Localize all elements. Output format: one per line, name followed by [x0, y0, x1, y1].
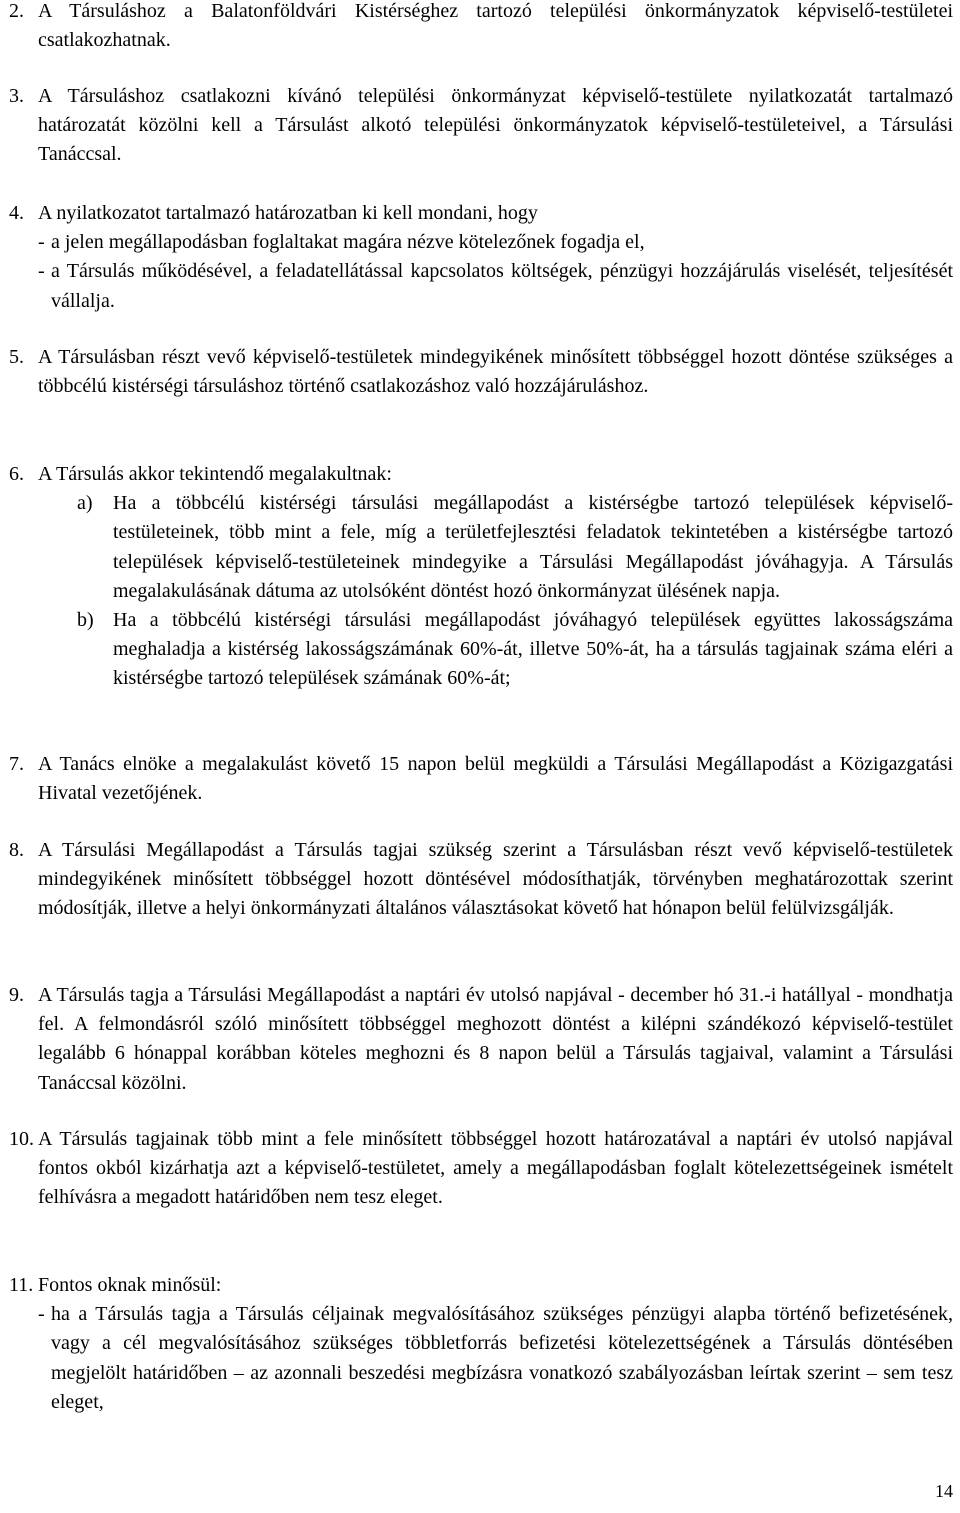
dash-bullet: -: [38, 231, 45, 254]
list-item: [9, 1300, 953, 1417]
page-number: 14: [935, 1481, 953, 1501]
list-item-text: a Társulás működésével, a feladatellátással kapcsolatos költségek, pénzügyi hozzájárulás viselését, teljesítését vállalja.: [51, 260, 953, 312]
paragraph-number: 10.: [9, 1128, 34, 1150]
sub-item-b: [9, 606, 953, 694]
paragraph-2: [9, 0, 953, 55]
paragraph-number: 5.: [9, 346, 24, 368]
paragraph-10: [9, 1125, 953, 1213]
paragraph-3: [9, 82, 953, 170]
paragraph-5: [9, 343, 953, 401]
paragraph-text: A Társulásban részt vevő képviselő-testületek mindegyikének minősített többséggel hozott döntése szükséges a többcélú kistérségi társuláshoz történő csatlakozáshoz való hozzájáruláshoz.: [38, 346, 953, 398]
sub-item-text: Ha a többcélú kistérségi társulási megállapodást a kistérségbe tartozó települések képviselő-testületeinek, több mint a fele, míg a területfejlesztési feladatok tekintetében a kistérségbe tartozó települések képviselő-testületeinek mindegyike a Társulási Megállapodást jóváhagyja. A Társulás megalakulásának dátuma az utolsóként döntést hozó önkormányzat ülésének napja.: [113, 492, 953, 602]
list-item: [9, 228, 953, 257]
list-item-text: ha a Társulás tagja a Társulás céljainak megvalósításához szükséges pénzügyi alapba történő befizetésének, vagy a cél megvalósításához szükséges többletforrás befizetési kötelezettségének a Társulás döntésében megjelölt határidőben – az azonnali beszedési megbízásra vonatkozó szabályozásban leírtak szerint – sem tesz eleget,: [51, 1303, 953, 1413]
sub-item-label: a): [77, 492, 93, 515]
paragraph-text: A Tanács elnöke a megalakulást követő 15 napon belül megküldi a Társulási Megállapodást a Közigazgatási Hivatal vezetőjének.: [38, 753, 953, 805]
paragraph-number: 8.: [9, 839, 24, 861]
paragraph-11: [9, 1271, 953, 1417]
paragraph-text: A Társulás akkor tekintendő megalakultnak:: [38, 463, 392, 485]
paragraph-number: 3.: [9, 85, 24, 107]
dash-bullet: -: [38, 260, 45, 283]
sub-item-a: [9, 489, 953, 606]
paragraph-text: A Társulási Megállapodást a Társulás tagjai szükség szerint a Társulásban részt vevő képviselő-testületek mindegyikének minősített többséggel hozott döntésével módosíthatják, törvényben meghatározottak szerint módosítják, illetve a helyi önkormányzati általános választásokat követő hat hónapon belül felülvizsgálják.: [38, 839, 953, 920]
paragraph-7: [9, 750, 953, 808]
paragraph-number: 6.: [9, 463, 24, 485]
dash-bullet: -: [38, 1303, 45, 1326]
paragraph-6: [9, 460, 953, 694]
list-item-text: a jelen megállapodásban foglaltakat magára nézve kötelezőnek fogadja el,: [51, 231, 645, 254]
paragraph-text: Fontos oknak minősül:: [38, 1274, 222, 1296]
paragraph-number: 4.: [9, 202, 24, 224]
paragraph-8: [9, 836, 953, 924]
sub-item-text: Ha a többcélú kistérségi társulási megállapodást jóváhagyó települések együttes lakosságszáma meghaladja a kistérség lakosságszámának 60%-át, illetve 50%-át, ha a társulás tagjainak száma eléri a kistérségbe tartozó települések számának 60%-át;: [113, 609, 953, 690]
paragraph-number: 9.: [9, 984, 24, 1006]
sub-item-label: b): [77, 609, 94, 632]
paragraph-4: [9, 199, 953, 316]
paragraph-number: 2.: [9, 0, 24, 22]
list-item: [9, 257, 953, 315]
paragraph-number: 7.: [9, 753, 24, 775]
paragraph-9: [9, 981, 953, 1098]
paragraph-text: A Társulás tagjainak több mint a fele minősített többséggel hozott határozatával a naptári év utolsó napjával fontos okból kizárhatja azt a képviselő-testületet, amely a megállapodásban foglalt kötelezettségeinek ismételt felhívásra a megadott határidőben nem tesz eleget.: [38, 1128, 953, 1209]
paragraph-text: A Társuláshoz csatlakozni kívánó települési önkormányzat képviselő-testülete nyilatkozatát tartalmazó határozatát közölni kell a Társulást alkotó települési önkormányzatok képviselő-testületeivel, a Társulási Tanáccsal.: [38, 85, 953, 166]
paragraph-text: A Társulás tagja a Társulási Megállapodást a naptári év utolsó napjával - december hó 31.-i hatállyal - mondhatja fel. A felmondásról szóló minősített többséggel meghozott döntést a kilépni szándékozó képviselő-testület legalább 6 hónappal korábban köteles meghozni és 8 napon belül a Társulás tagjaival, valamint a Társulási Tanáccsal közölni.: [38, 984, 953, 1094]
paragraph-text: A nyilatkozatot tartalmazó határozatban ki kell mondani, hogy: [38, 202, 538, 224]
paragraph-number: 11.: [9, 1274, 34, 1296]
paragraph-text: A Társuláshoz a Balatonföldvári Kistérséghez tartozó települési önkormányzatok képviselő-testületei csatlakozhatnak.: [38, 0, 953, 52]
